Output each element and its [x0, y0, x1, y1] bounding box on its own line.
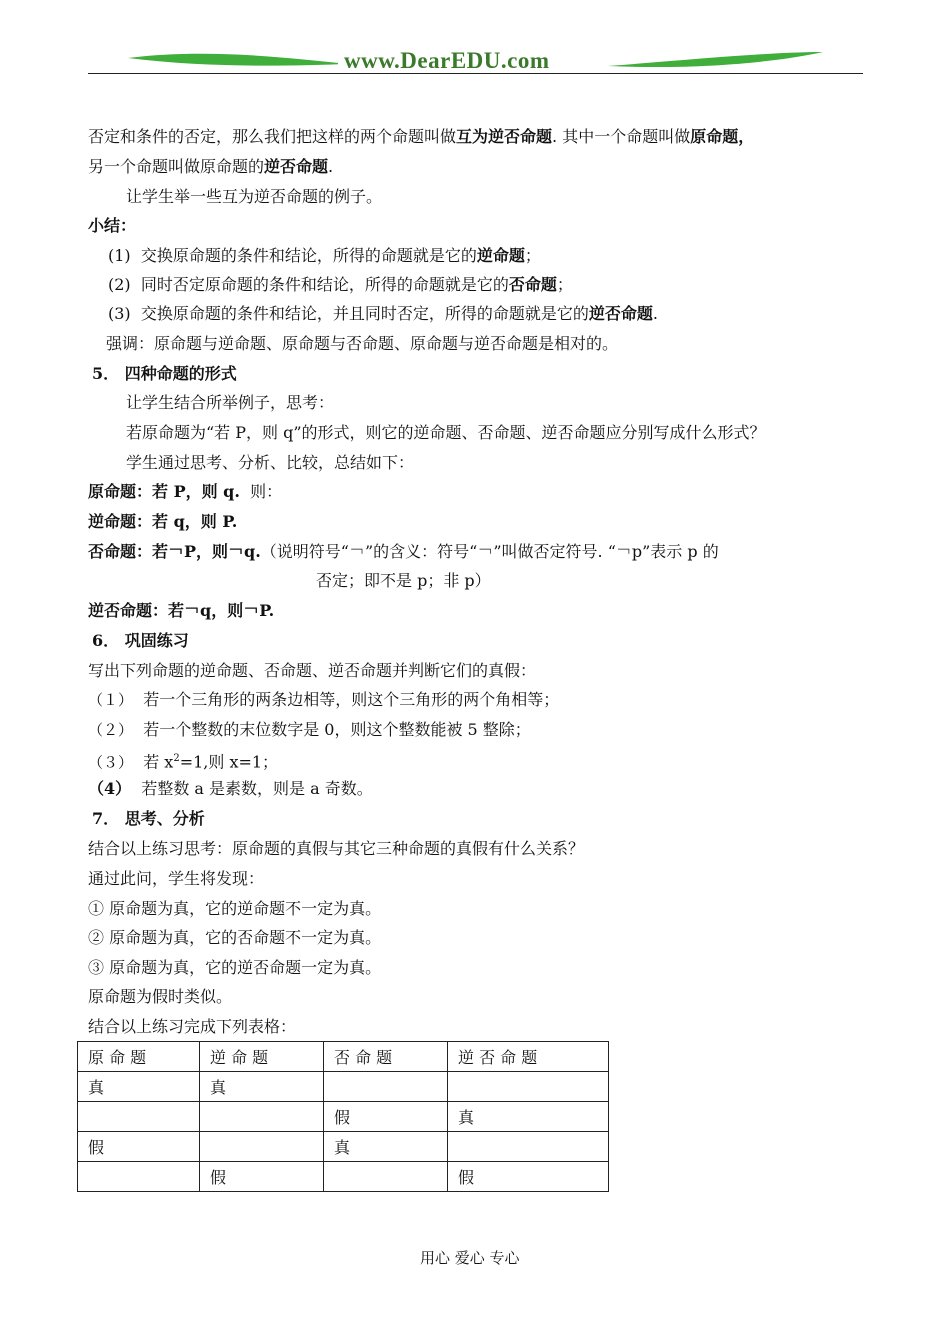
table-cell: 假: [78, 1132, 200, 1162]
summary-title: 小结：: [88, 216, 137, 235]
converse-proposition: 逆命题：若 q，则 P.: [88, 512, 238, 531]
contrapositive-proposition: 逆否命题：若￢q，则￢P.: [88, 601, 275, 620]
exercise-1: （１） 若一个三角形的两条边相等，则这个三角形的两个角相等；: [88, 690, 560, 709]
truth-table: [77, 1041, 609, 1192]
summary-item-1: (1) 交换原命题的条件和结论，所得的命题就是它的逆命题；: [108, 246, 541, 265]
table-row: [78, 1102, 609, 1132]
para1-line2: 另一个命题叫做原命题的逆否命题.: [88, 157, 334, 176]
table-cell: 假: [448, 1162, 609, 1192]
sec7-line2: 通过此问，学生将发现：: [88, 869, 265, 888]
table-cell: 假: [324, 1102, 448, 1132]
table-header-cell: 原 命 题: [78, 1042, 200, 1072]
section-5-title: 5． 四种命题的形式: [92, 364, 237, 383]
sec7-line3: 原命题为假时类似。: [88, 987, 233, 1006]
section-6-title: 6． 巩固练习: [92, 631, 189, 650]
site-logo-text: www.DearEDU.com: [338, 48, 556, 74]
prompt-line: 让学生举一些互为逆否命题的例子。: [126, 187, 383, 206]
finding-3: ③ 原命题为真，它的逆否命题一定为真。: [88, 958, 382, 977]
original-proposition: 原命题：若 P，则 q. 则：: [88, 482, 283, 501]
sec6-intro: 写出下列命题的逆命题、否命题、逆否命题并判断它们的真假：: [88, 661, 537, 680]
para1-line1: 否定和条件的否定，那么我们把这样的两个命题叫做互为逆否命题. 其中一个命题叫做原命题，: [88, 127, 755, 146]
summary-item-2: (2) 同时否定原命题的条件和结论，所得的命题就是它的否命题；: [108, 275, 573, 294]
table-cell: [78, 1162, 200, 1192]
exercise-4: （4） 若整数 a 是素数，则是 a 奇数。: [88, 779, 373, 798]
table-cell: [324, 1072, 448, 1102]
sec5-line2: 若原命题为“若 P，则 q”的形式，则它的逆命题、否命题、逆否命题应分别写成什么形式？: [126, 423, 766, 442]
table-cell: 真: [78, 1072, 200, 1102]
negation-proposition: 否命题：若￢P，则￢q.（说明符号“￢”的含义：符号“￢”叫做否定符号. “￢p”表示 p 的: [88, 542, 719, 561]
table-header-cell: 否 命 题: [324, 1042, 448, 1072]
table-cell: [448, 1072, 609, 1102]
finding-1: ① 原命题为真，它的逆命题不一定为真。: [88, 899, 382, 918]
table-header-cell: 逆 否 命 题: [448, 1042, 609, 1072]
section-7-title: 7． 思考、分析: [92, 809, 205, 828]
table-cell: [200, 1102, 324, 1132]
table-cell: 真: [324, 1132, 448, 1162]
sec7-line1: 结合以上练习思考：原命题的真假与其它三种命题的真假有什么关系？: [88, 839, 585, 858]
table-cell: 真: [200, 1072, 324, 1102]
negation-note-continued: 否定；即不是 p；非 p）: [316, 571, 491, 590]
sec5-line3: 学生通过思考、分析、比较，总结如下：: [126, 453, 415, 472]
table-cell: [448, 1132, 609, 1162]
table-cell: 假: [200, 1162, 324, 1192]
table-row: [78, 1132, 609, 1162]
table-cell: [200, 1132, 324, 1162]
table-header-cell: 逆 命 题: [200, 1042, 324, 1072]
table-row: [78, 1162, 609, 1192]
exercise-2: （２） 若一个整数的末位数字是 0，则这个整数能被 5 整除；: [88, 720, 531, 739]
header-rule: [88, 73, 863, 74]
table-header-row: [78, 1042, 609, 1072]
page-footer: 用心 爱心 专心: [420, 1249, 520, 1267]
table-cell: 真: [448, 1102, 609, 1132]
table-row: [78, 1072, 609, 1102]
sec5-line1: 让学生结合所举例子，思考：: [126, 393, 335, 412]
table-cell: [324, 1162, 448, 1192]
sec7-line4: 结合以上练习完成下列表格：: [88, 1017, 297, 1036]
emphasis-line: 强调：原命题与逆命题、原命题与否命题、原命题与逆否命题是相对的。: [106, 334, 619, 353]
exercise-3: （３） 若 $x^2=1$,则 x=1；: [88, 752, 279, 772]
page-header: [88, 44, 863, 78]
summary-item-3: (3) 交换原命题的条件和结论，并且同时否定，所得的命题就是它的逆否命题.: [108, 304, 658, 323]
table-cell: [78, 1102, 200, 1132]
finding-2: ② 原命题为真，它的否命题不一定为真。: [88, 928, 382, 947]
